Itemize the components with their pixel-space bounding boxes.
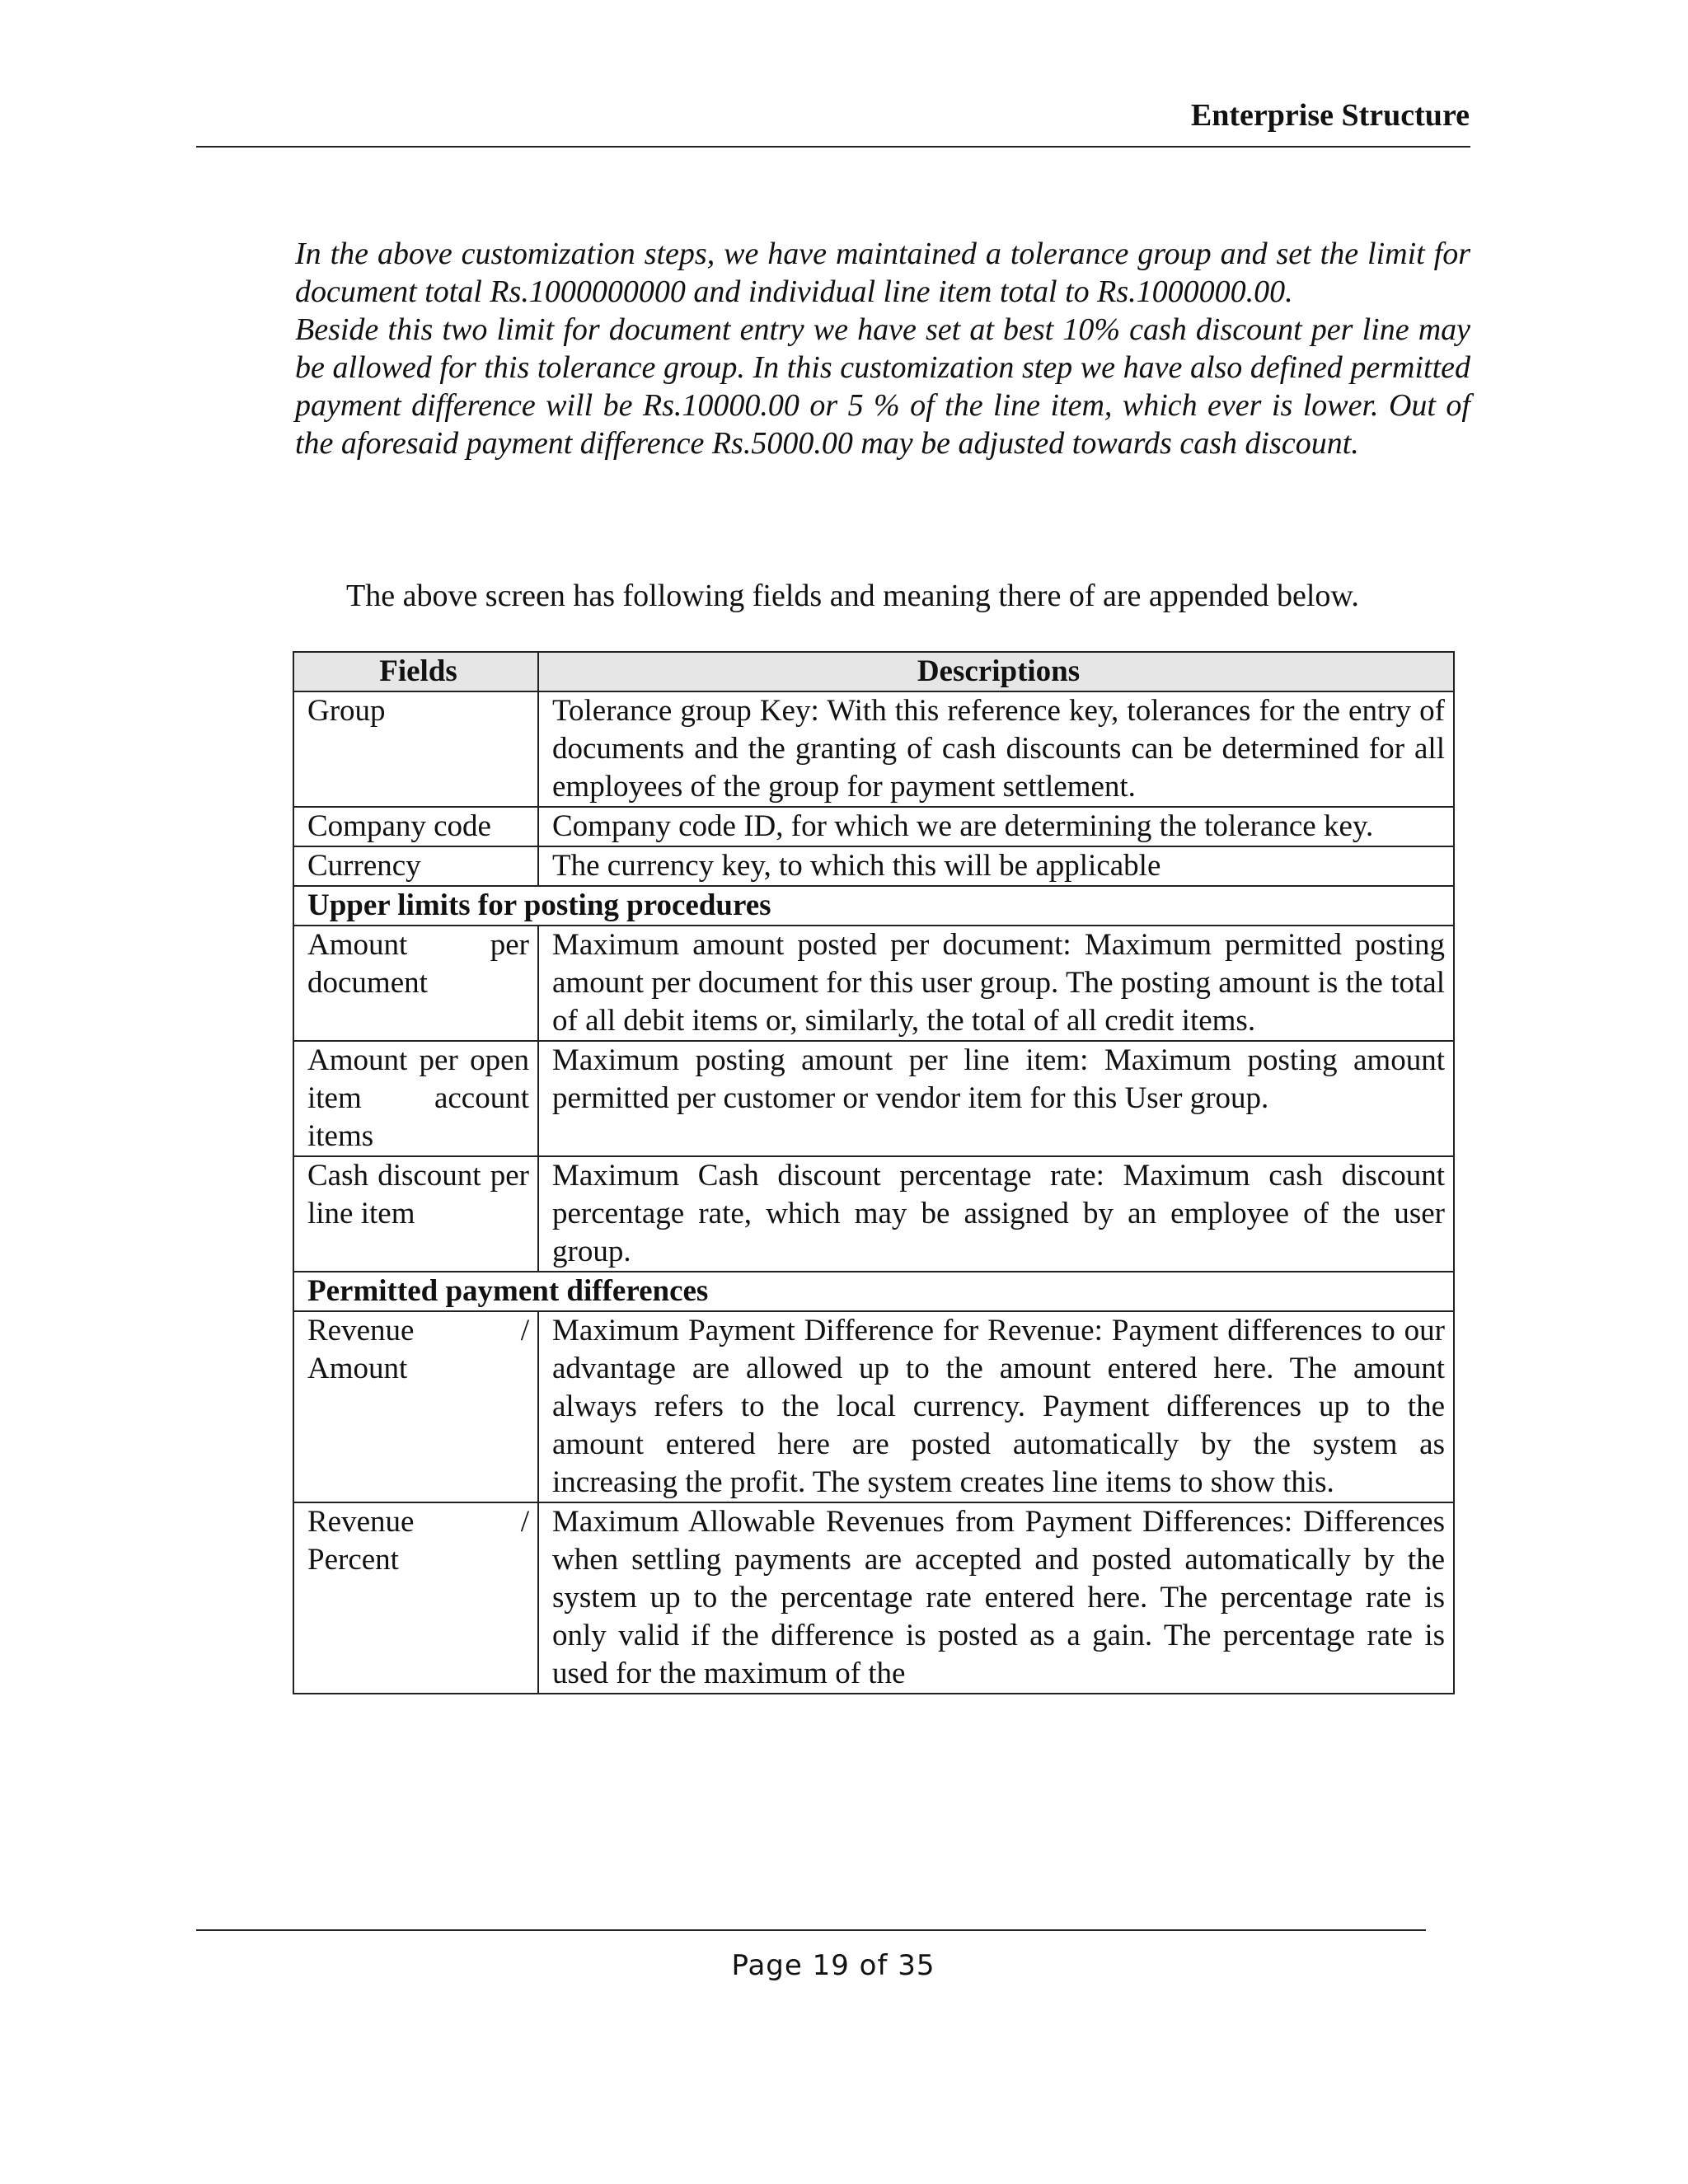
intro-paragraph: Beside this two limit for document entry we have set at best 10% cash discount per line may be allowed for this tolerance group. In this customization step we have also defined permitted payment difference will be Rs.10000.00 or 5 % of the line item, which ever is lower. Out of the aforesaid payment difference Rs.5000.00 may be adjusted towards cash discount.: [295, 312, 1470, 461]
header-divider: [196, 146, 1470, 148]
field-description: Tolerance group Key: With this reference key, tolerances for the entry of documents and the granting of cash discounts can be determined for all employees of the group for payment settlement.: [538, 691, 1454, 807]
field-name: Cash discount per line item: [293, 1156, 538, 1272]
table-row: [293, 926, 1454, 1041]
field-description: Maximum Allowable Revenues from Payment Differences: Differences when settling payments are accepted and posted automatically by the system up to the percentage rate entered here. The percentage rate is only valid if the difference is posted as a gain. The percentage rate is used for the maximum of the: [538, 1502, 1454, 1694]
field-name: Revenue / Amount: [293, 1311, 538, 1502]
table-row: [293, 1502, 1454, 1694]
section-row: [293, 886, 1454, 926]
field-name: Company code: [293, 807, 538, 846]
field-description: Company code ID, for which we are determining the tolerance key.: [538, 807, 1454, 846]
column-header-descriptions: Descriptions: [538, 652, 1454, 691]
column-header-fields: Fields: [293, 652, 538, 691]
table-row: [293, 1041, 1454, 1156]
field-description: Maximum Payment Difference for Revenue: Payment differences to our advantage are allowed up to the amount entered here. The amount always refers to the local currency. Payment differences up to the amount entered here are posted automatically by the system as increasing the profit. The system creates line items to show this.: [538, 1311, 1454, 1502]
page-number: Page 19 of 35: [731, 1949, 935, 1982]
fields-table: [293, 651, 1455, 1694]
field-name: Group: [293, 691, 538, 807]
field-description: Maximum amount posted per document: Maximum permitted posting amount per document for this user group. The posting amount is the total of all debit items or, similarly, the total of all credit items.: [538, 926, 1454, 1041]
table-row: [293, 807, 1454, 846]
page-header-title: Enterprise Structure: [1190, 98, 1470, 133]
field-description: The currency key, to which this will be applicable: [538, 846, 1454, 886]
field-name: Amount per document: [293, 926, 538, 1041]
table-lead-text: The above screen has following fields and meaning there of are appended below.: [346, 579, 1359, 613]
intro-paragraph: In the above customization steps, we have maintained a tolerance group and set the limit for document total Rs.1000000000 and individual line item total to Rs.1000000.00.: [295, 237, 1470, 309]
intro-text: [295, 235, 1470, 462]
section-row: [293, 1272, 1454, 1311]
section-heading: Upper limits for posting procedures: [293, 886, 1454, 926]
table-row: [293, 846, 1454, 886]
footer-divider: [196, 1929, 1426, 1931]
field-description: Maximum Cash discount percentage rate: Maximum cash discount percentage rate, which may be assigned by an employee of the user group.: [538, 1156, 1454, 1272]
table-header-row: [293, 652, 1454, 691]
field-name: Currency: [293, 846, 538, 886]
field-name: Amount per open item account items: [293, 1041, 538, 1156]
field-name: Revenue / Percent: [293, 1502, 538, 1694]
table-row: [293, 691, 1454, 807]
section-heading: Permitted payment differences: [293, 1272, 1454, 1311]
table-row: [293, 1311, 1454, 1502]
field-description: Maximum posting amount per line item: Maximum posting amount permitted per customer or vendor item for this User group.: [538, 1041, 1454, 1156]
table-row: [293, 1156, 1454, 1272]
